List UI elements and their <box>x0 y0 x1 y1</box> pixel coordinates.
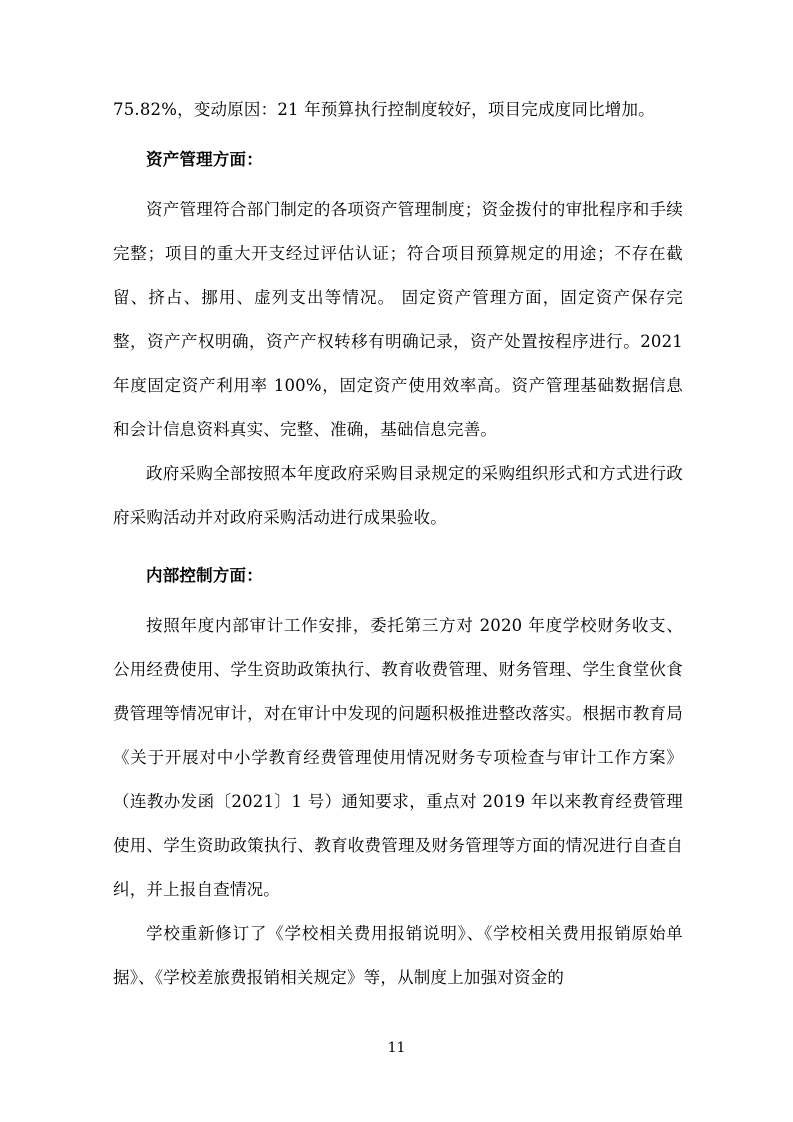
paragraph-internal-control-2: 学校重新修订了《学校相关费用报销说明》、《学校相关费用报销原始单据》、《学校差旅费报销相关规定》等，从制度上加强对资金的 <box>113 924 683 987</box>
heading-internal-control: 内部控制方面： <box>146 566 263 585</box>
page-content <box>113 88 683 1000</box>
page-number: 11 <box>387 1040 406 1056</box>
heading-asset-management: 资产管理方面： <box>146 150 263 169</box>
paragraph-continued: 75.82%，变动原因：21 年预算执行控制度较好，项目完成度同比增加。 <box>113 100 655 119</box>
spacer <box>113 540 683 554</box>
paragraph-internal-control-1: 按照年度内部审计工作安排，委托第三方对 2020 年度学校财务收支、公用经费使用、学生资助政策执行、教育收费管理、财务管理、学生食堂伙食费管理等情况审计，对在审计中发现的问题积极推进整改落实。根据市教育局《关于开展对中小学教育经费管理使用情况财务专项检查与审计工作方案》（连教办发函〔2021〕1 号）通知要求，重点对 2019 年以来教育经费管理使用、学生资助政策执行、教育收费管理及财务管理等方面的情况进行自查自纠，并上报自查情况。 <box>113 616 683 899</box>
paragraph-asset-management-2: 政府采购全部按照本年度政府采购目录规定的采购组织形式和方式进行政府采购活动并对政府采购活动进行成果验收。 <box>113 464 683 527</box>
paragraph-asset-management-1: 资产管理符合部门制定的各项资产管理制度；资金拨付的审批程序和手续完整；项目的重大开支经过评估认证；符合项目预算规定的用途；不存在截留、挤占、挪用、虚列支出等情况。 固定资产管理方面，固定资产保存完整，资产产权明确，资产产权转移有明确记录，资产处置按程序进行。2021 年度固定资产利用率 100%，固定资产使用效率高。资产管理基础数据信息和会计信息资料真实、完整、准确，基础信息完善。 <box>113 200 683 439</box>
